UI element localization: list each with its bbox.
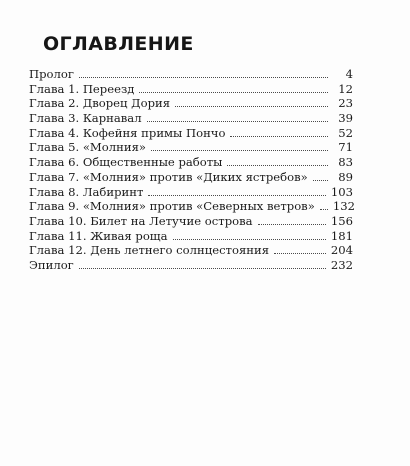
toc-list <box>29 67 353 273</box>
toc-heading: ОГЛАВЛЕНИЕ <box>43 33 194 55</box>
toc-entry <box>29 67 353 82</box>
toc-entry <box>29 229 353 244</box>
toc-entry-title: Пролог <box>29 67 74 81</box>
dot-leader <box>173 239 326 240</box>
toc-entry-title: Глава 8. Лабиринт <box>29 184 144 199</box>
toc-entry <box>29 214 353 229</box>
toc-entry-title: Глава 4. Кофейня примы Пончо <box>29 125 226 140</box>
toc-entry-title: Глава 1. Переезд <box>29 81 135 96</box>
toc-entry <box>29 258 353 273</box>
dot-leader <box>227 165 328 166</box>
toc-entry <box>29 111 353 126</box>
toc-entry-page: 83 <box>338 155 353 170</box>
toc-entry <box>29 170 353 185</box>
toc-entry-title: Глава 7. «Молния» против «Диких ястребов» <box>29 169 308 184</box>
toc-entry <box>29 126 353 141</box>
toc-entry-page: 156 <box>330 213 353 228</box>
dot-leader <box>274 253 326 254</box>
toc-entry-page: 52 <box>338 125 353 140</box>
toc-entry <box>29 199 353 214</box>
toc-entry-page: 71 <box>338 140 353 155</box>
toc-entry-page: 4 <box>345 67 353 81</box>
toc-entry-title: Глава 2. Дворец Дория <box>29 96 171 111</box>
dot-leader <box>313 180 328 181</box>
dot-leader <box>79 268 326 269</box>
dot-leader <box>175 106 328 107</box>
dot-leader <box>139 92 328 93</box>
toc-entry-title: Глава 5. «Молния» <box>29 140 146 155</box>
toc-entry <box>29 140 353 155</box>
toc-entry <box>29 96 353 111</box>
toc-entry-page: 103 <box>330 184 353 199</box>
toc-entry-page: 132 <box>332 199 355 214</box>
toc-entry-page: 181 <box>330 228 353 243</box>
dot-leader <box>151 150 328 151</box>
toc-entry-page: 23 <box>338 96 353 111</box>
toc-entry-title: Глава 9. «Молния» против «Северных ветров» <box>29 199 315 214</box>
toc-entry <box>29 82 353 97</box>
toc-entry-title: Глава 3. Карнавал <box>29 111 142 126</box>
toc-entry-title: Глава 11. Живая роща <box>29 228 168 243</box>
toc-entry-page: 204 <box>330 243 353 258</box>
toc-entry-title: Глава 10. Билет на Летучие острова <box>29 213 253 228</box>
toc-entry-page: 232 <box>330 257 353 272</box>
toc-entry-page: 89 <box>338 169 353 184</box>
toc-entry <box>29 243 353 258</box>
toc-entry <box>29 155 353 170</box>
toc-entry-page: 12 <box>338 81 353 96</box>
dot-leader <box>147 121 328 122</box>
toc-entry-title: Глава 6. Общественные работы <box>29 155 223 170</box>
dot-leader <box>230 136 328 137</box>
dot-leader <box>148 195 325 196</box>
dot-leader <box>258 224 326 225</box>
dot-leader <box>320 209 328 210</box>
dot-leader <box>79 77 328 78</box>
toc-entry-title: Эпилог <box>29 257 74 272</box>
toc-entry-title: Глава 12. День летнего солнцестояния <box>29 243 270 258</box>
toc-entry-page: 39 <box>338 111 353 126</box>
toc-entry <box>29 185 353 200</box>
